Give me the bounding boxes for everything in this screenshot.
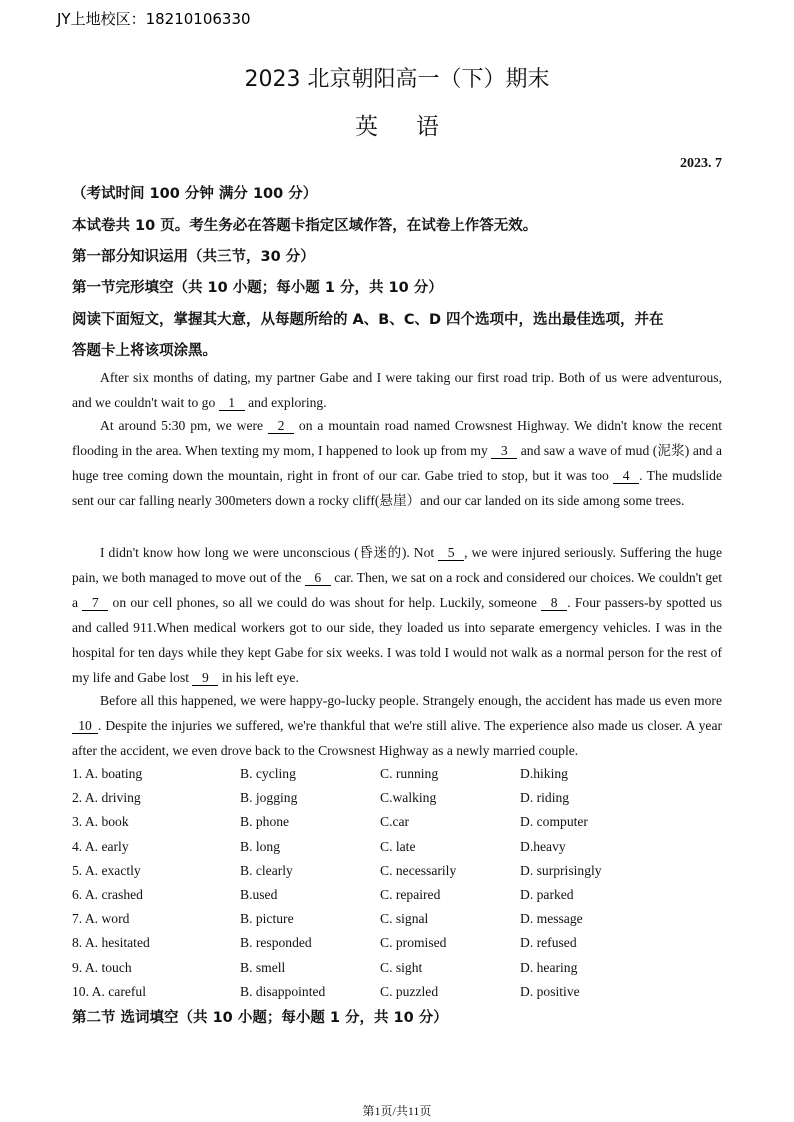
exam-info: （考试时间 100 分钟 满分 100 分） (72, 186, 318, 202)
blank-9: 9 (192, 670, 218, 686)
passage-text: Before all this happened, we were happy-go-lucky people. Strangely enough, the accident has made us even more (100, 693, 722, 708)
option-row-7 (72, 907, 722, 931)
blank-10: 10 (72, 718, 98, 734)
option-b: B. cycling (240, 766, 296, 781)
passage-paragraph-3 (72, 540, 722, 690)
option-c: C. late (380, 838, 416, 854)
option-c: C. signal (380, 911, 429, 927)
passage-text: car. Then, we sat on a rock and considered our choices. We couldn't get a (72, 570, 722, 610)
option-d: D. riding (520, 790, 570, 806)
option-d: D. computer (520, 814, 588, 830)
section1-heading: 第一节完形填空（共 10 小题；每小题 1 分，共 10 分） (72, 280, 443, 296)
passage-text: After six months of dating, my partner Gabe and I were taking our first road trip. Both of us were adventurous, and we couldn't wait to go (72, 370, 722, 410)
option-row-2 (72, 786, 722, 810)
option-row-10 (72, 980, 722, 1004)
option-c: C. necessarily (380, 862, 457, 878)
option-a: 10. A. careful (72, 983, 146, 999)
passage-text: in his left eye. (218, 670, 299, 685)
passage-paragraph-4 (72, 688, 722, 763)
option-c: C. repaired (380, 886, 441, 902)
option-row-3 (72, 810, 722, 834)
option-a: 2. A. driving (72, 790, 141, 806)
option-a: 1. A. boating (72, 766, 143, 781)
passage-text: At around 5:30 pm, we were (100, 418, 269, 433)
option-a: 6. A. crashed (72, 886, 143, 902)
option-d: D. refused (520, 935, 577, 951)
option-d: D. parked (520, 886, 574, 902)
option-b: B. phone (240, 814, 290, 830)
option-row-5 (72, 859, 722, 883)
blank-3: 3 (491, 443, 517, 459)
blank-6: 6 (305, 570, 331, 586)
option-a: 4. A. early (72, 838, 129, 854)
blank-5: 5 (438, 545, 464, 561)
page-footer: 第1页/共11页 (362, 1104, 432, 1118)
passage-text: and saw a wave of mud (泥浆) and a huge tree coming down the mountain, right in front of our car. Gabe tried to stop, but it was too (72, 443, 722, 483)
option-a: 3. A. book (72, 814, 129, 830)
exam-title: 2023 北京朝阳高一（下）期末 (244, 67, 550, 92)
option-b: B. picture (240, 911, 294, 927)
part1-heading: 第一部分知识运用（共三节，30 分） (72, 249, 315, 265)
passage-text: and exploring. (244, 395, 327, 410)
exam-date: 2023. 7 (680, 156, 722, 171)
answer-options (72, 762, 722, 1004)
option-a: 9. A. touch (72, 959, 132, 975)
option-row-1 (72, 762, 722, 786)
blank-7: 7 (82, 595, 108, 611)
option-d: D. hearing (520, 959, 578, 975)
option-row-6 (72, 883, 722, 907)
option-c: C. promised (380, 935, 447, 951)
section1-directions-line1: 阅读下面短文，掌握其大意，从每题所给的 A、B、C、D 四个选项中，选出最佳选项，并在 (72, 312, 664, 328)
section2-heading: 第二节 选词填空（共 10 小题；每小题 1 分，共 10 分） (72, 1010, 448, 1026)
option-c: C. sight (380, 959, 423, 975)
header-contact-note: JY上地校区：18210106330 (57, 10, 251, 28)
passage-paragraph-1 (72, 365, 722, 415)
option-b: B. clearly (240, 862, 293, 878)
passage-text: I didn't know how long we were unconscious (昏迷的). Not (100, 545, 439, 560)
passage-paragraph-2 (72, 413, 722, 513)
option-a: 7. A. word (72, 911, 130, 927)
blank-1: 1 (219, 395, 245, 411)
passage-text: . Despite the injuries we suffered, we're thankful that we're still alive. The experience also made us closer. A year after the accident, we even drove back to the Crowsnest Highway as a newly married couple. (72, 718, 722, 758)
option-d: D.heavy (520, 838, 566, 854)
exam-instructions: 本试卷共 10 页。考生务必在答题卡指定区域作答，在试卷上作答无效。 (72, 218, 538, 234)
option-a: 8. A. hesitated (72, 935, 150, 951)
option-b: B. smell (240, 959, 286, 975)
passage-text: on our cell phones, so all we could do was shout for help. Luckily, someone (108, 595, 542, 610)
blank-8: 8 (541, 595, 567, 611)
passage-text: . The mudslide sent our car falling nearly 300meters down a rocky cliff(悬崖）and our car landed on its side among some trees. (72, 468, 722, 508)
blank-2: 2 (268, 418, 294, 434)
option-row-8 (72, 931, 722, 955)
section1-directions-line2: 答题卡上将该项涂黑。 (72, 343, 217, 359)
option-c: C. running (380, 766, 439, 781)
option-b: B. disappointed (240, 983, 326, 999)
passage-text: , we were injured seriously. Suffering the huge pain, we both managed to move out of the (72, 545, 722, 585)
option-d: D. surprisingly (520, 862, 602, 878)
option-a: 5. A. exactly (72, 862, 141, 878)
option-b: B. long (240, 838, 281, 854)
option-d: D. positive (520, 983, 580, 999)
passage-text: on a mountain road named Crowsnest Highway. We didn't know the recent flooding in the area. When texting my mom, I happened to look up from my (72, 418, 722, 458)
passage-text: . Four passers-by spotted us and called 911.When medical workers got to our side, they loaded us into separate emergency vehicles. I was in the hospital for ten days while they kept Gabe for six weeks. I was told I would not walk as a normal person for the rest of my life and Gabe lost (72, 595, 722, 685)
option-b: B. jogging (240, 790, 298, 806)
option-c: C.car (380, 814, 410, 830)
option-c: C.walking (380, 790, 437, 806)
option-b: B. responded (240, 935, 312, 951)
option-c: C. puzzled (380, 983, 439, 999)
option-d: D. message (520, 911, 583, 927)
option-d: D.hiking (520, 766, 568, 781)
option-b: B.used (240, 886, 278, 902)
option-row-4 (72, 835, 722, 859)
blank-4: 4 (613, 468, 639, 484)
option-row-9 (72, 956, 722, 980)
exam-subject: 英语 (355, 114, 477, 140)
